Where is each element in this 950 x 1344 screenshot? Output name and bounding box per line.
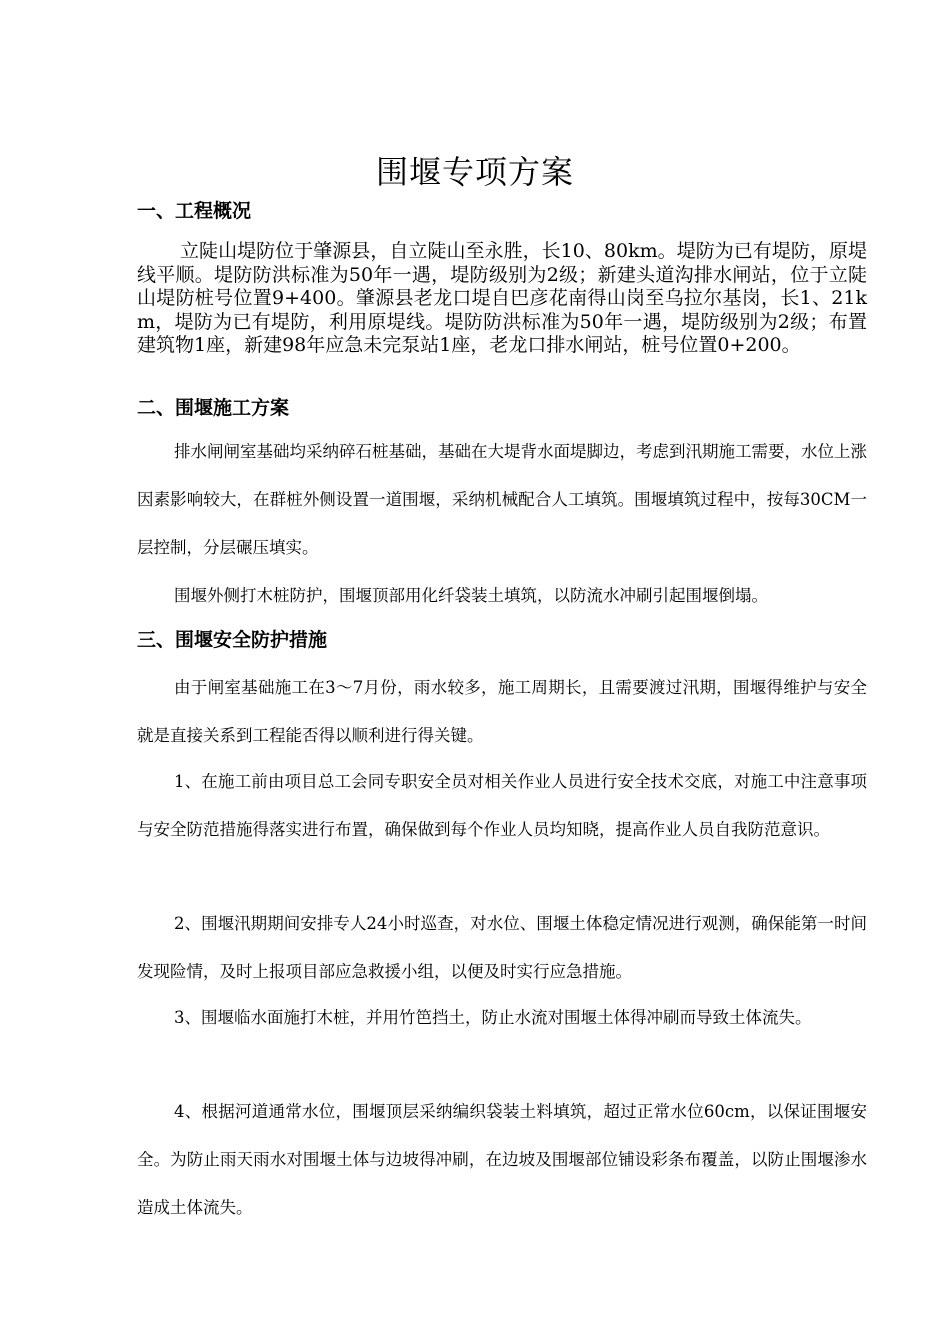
paragraph-safety-item-4: 4、根据河道通常水位，围堰顶层采纳编织袋装土料填筑，超过正常水位60cm，以保证围堰安全。为防止雨天雨水对围堰土体与边坡得冲刷，在边坡及围堰部位铺设彩条布覆盖，以防止围堰渗水造成土体流失。 [137, 1102, 867, 1217]
section-heading-overview: 一、工程概况 [137, 200, 252, 222]
paragraph-safety-intro: 由于闸室基础施工在3～7月份，雨水较多，施工周期长，且需要渡过汛期，围堰得维护与安全就是直接关系到工程能否得以顺利进行得关键。 [137, 678, 867, 745]
section-heading-safety-measures: 三、围堰安全防护措施 [137, 629, 328, 651]
paragraph-overview: 立陡山堤防位于肇源县，自立陡山至永胜，长10、80km。堤防为已有堤防，原堤线平顺。堤防防洪标准为50年一遇，堤防级别为2级；新建头道沟排水闸站，位于立陡山堤防桩号位置9+400。肇源县老龙口堤自巴彦花南得山岗至乌拉尔基岗，长1、21km，堤防为已有堤防，利用原堤线。堤防防洪标准为50年一遇，堤防级别为2级；布置建筑物1座，新建98年应急未完泵站1座，老龙口排水闸站，桩号位置0+200。 [137, 240, 867, 356]
paragraph-construction-plan-1: 排水闸闸室基础均采纳碎石桩基础，基础在大堤背水面堤脚边，考虑到汛期施工需要，水位上涨因素影响较大，在群桩外侧设置一道围堰，采纳机械配合人工填筑。围堰填筑过程中，按每30CM一层控制，分层碾压填实。 [137, 442, 867, 557]
paragraph-safety-item-1: 1、在施工前由项目总工会同专职安全员对相关作业人员进行安全技术交底，对施工中注意事项与安全防范措施得落实进行布置，确保做到每个作业人员均知晓，提高作业人员自我防范意识。 [137, 772, 867, 839]
paragraph-construction-plan-2: 围堰外侧打木桩防护，围堰顶部用化纤袋装土填筑，以防流水冲刷引起围堰倒塌。 [174, 586, 768, 605]
document-title: 围堰专项方案 [375, 153, 574, 191]
paragraph-safety-item-3: 3、围堰临水面施打木桩，并用竹笆挡土，防止水流对围堰土体得冲刷而导致土体流失。 [174, 1008, 812, 1027]
paragraph-safety-item-2: 2、围堰汛期期间安排专人24小时巡查，对水位、围堰土体稳定情况进行观测，确保能第一时间发现险情，及时上报项目部应急救援小组，以便及时实行应急措施。 [137, 914, 867, 981]
section-heading-construction-plan: 二、围堰施工方案 [137, 397, 290, 419]
